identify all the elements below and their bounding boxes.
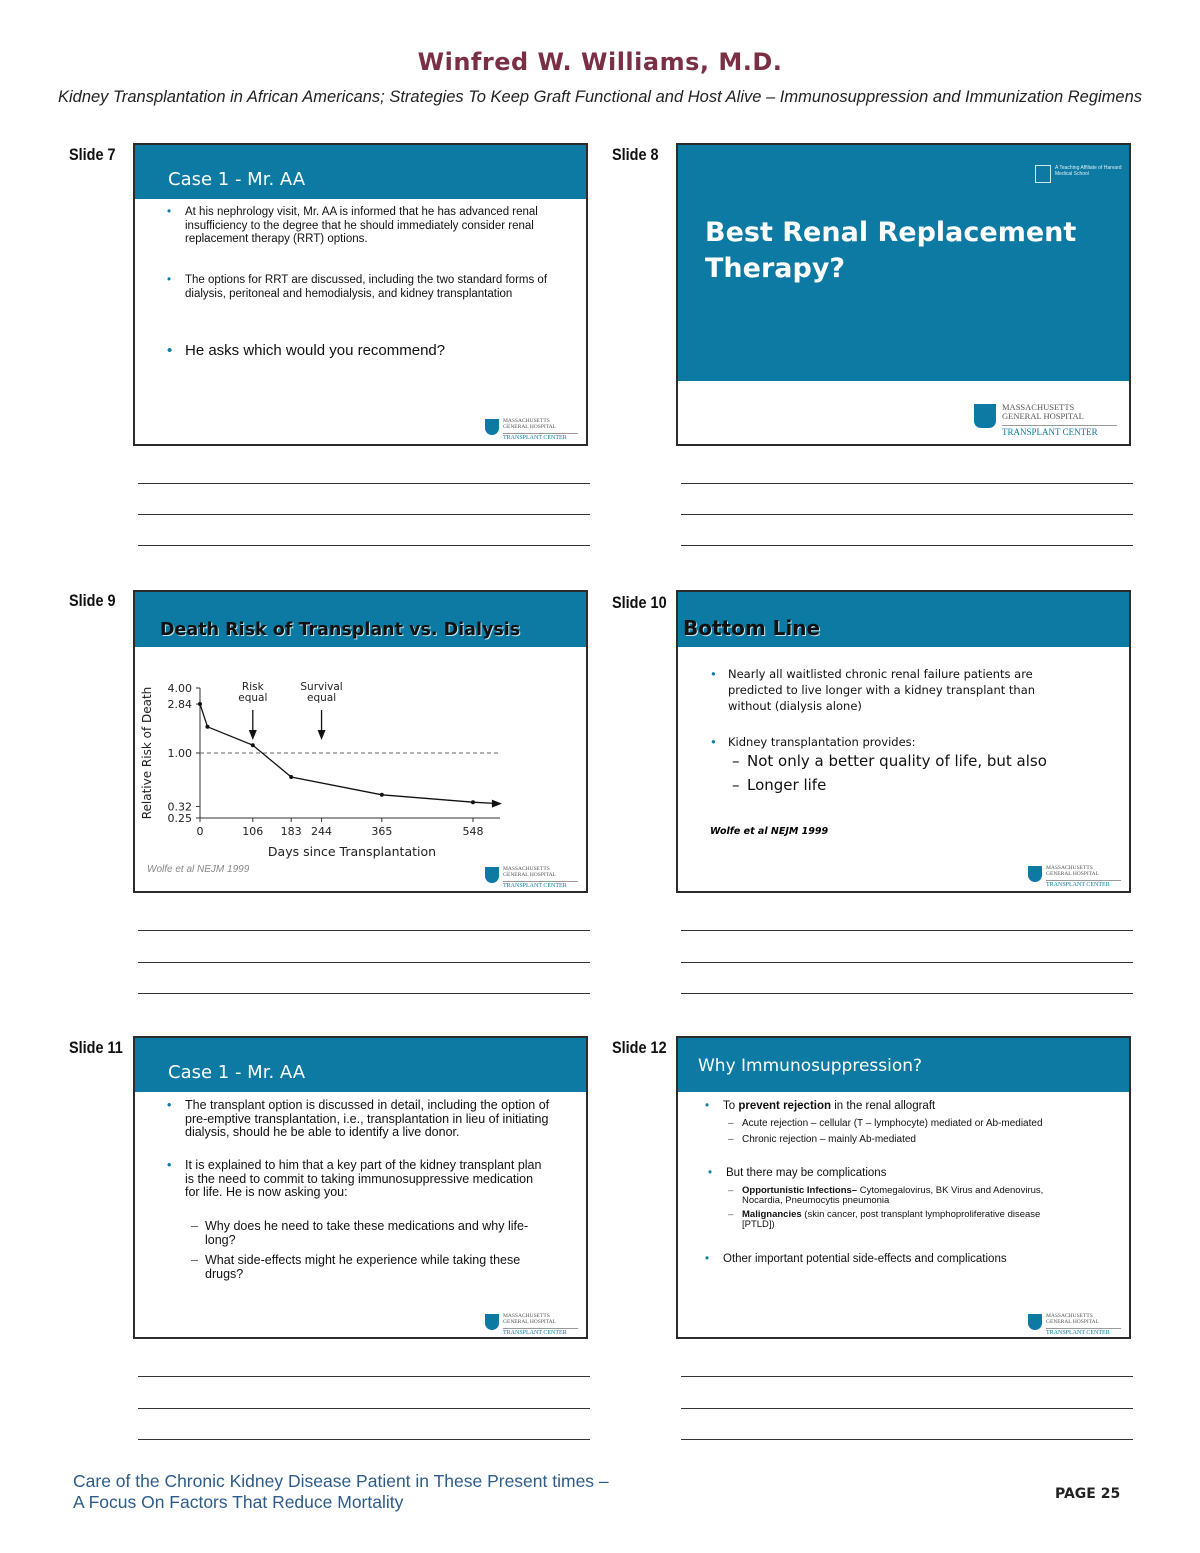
bullet: • At his nephrology visit, Mr. AA is informed that he has advanced renal insufficiency to the degree that he should immediately consider renal replacement therapy (RRT) options. xyxy=(167,206,538,245)
note-line xyxy=(681,1408,1133,1409)
data-point xyxy=(251,743,255,747)
y-tick-label: 4.00 xyxy=(167,682,192,695)
y-tick-label: 1.00 xyxy=(167,747,192,760)
footer-text: Care of the Chronic Kidney Disease Patient in These Present times – A Focus On Factors That Reduce Mortality xyxy=(73,1471,609,1512)
note-line xyxy=(138,962,590,963)
x-tick-label: 244 xyxy=(311,825,333,838)
sub-bullet: – Longer life xyxy=(732,776,827,794)
slide-title: Death Risk of Transplant vs. Dialysis xyxy=(160,620,521,640)
data-point xyxy=(380,793,384,797)
sub-bullet: – Not only a better quality of life, but also xyxy=(732,752,1047,770)
shield-icon xyxy=(485,419,499,435)
slide-11 xyxy=(133,1036,588,1339)
note-line xyxy=(138,483,590,484)
note-line xyxy=(138,514,590,515)
bullet-icon: • xyxy=(710,667,717,681)
slide-label: Slide 11 xyxy=(69,1038,123,1057)
shield-icon xyxy=(485,1314,499,1330)
slide-title: Bottom Line xyxy=(683,616,821,640)
risk-chart xyxy=(135,648,588,880)
shield-icon xyxy=(1028,866,1042,882)
bullet: • The options for RRT are discussed, including the two standard forms of dialysis, peritoneal and hemodialysis, and kidney transplantation xyxy=(167,274,548,300)
mgh-logo: MASSACHUSETTS GENERAL HOSPITAL TRANSPLANT CENTER xyxy=(1028,1313,1123,1337)
note-line xyxy=(138,1439,590,1440)
shield-icon xyxy=(485,867,499,883)
author-name: Winfred W. Williams, M.D. xyxy=(417,48,783,76)
bullet-icon: • xyxy=(705,1253,710,1265)
series-arrow xyxy=(492,800,502,808)
annotation-label: Risk xyxy=(241,681,264,693)
series-line xyxy=(200,704,499,804)
sub-bullet: – Chronic rejection – mainly Ab-mediated xyxy=(728,1134,916,1145)
note-line xyxy=(138,993,590,994)
sub-bullet: – Opportunistic Infections– Cytomegalovirus, BK Virus and Adenovirus, Nocardia, Pneumocytis pneumonia xyxy=(728,1185,1044,1206)
shield-icon xyxy=(974,404,996,428)
note-line xyxy=(681,1439,1133,1440)
y-tick-label: 0.32 xyxy=(167,800,192,814)
bullet-icon: • xyxy=(710,735,717,749)
mgh-logo: MASSACHUSETTS GENERAL HOSPITAL TRANSPLANT CENTER xyxy=(1028,865,1123,889)
bullet: • To prevent rejection in the renal allograft xyxy=(705,1100,936,1112)
citation: Wolfe et al NEJM 1999 xyxy=(710,826,829,837)
sub-bullet: – What side-effects might he experience while taking these drugs? xyxy=(191,1253,521,1281)
slide-7 xyxy=(133,143,588,446)
x-tick-label: 106 xyxy=(242,825,264,838)
x-tick-label: 365 xyxy=(371,825,393,838)
note-line xyxy=(681,483,1133,484)
slide-label: Slide 8 xyxy=(612,145,659,164)
annotation-arrowhead xyxy=(249,730,257,740)
data-point xyxy=(198,702,202,706)
note-line xyxy=(138,545,590,546)
note-line xyxy=(681,545,1133,546)
bullet-icon: • xyxy=(167,274,172,286)
shield-icon xyxy=(1028,1314,1042,1330)
sub-bullet: – Acute rejection – cellular (T – lymphocyte) mediated or Ab-mediated xyxy=(728,1118,1043,1129)
affiliate-text: A Teaching Affiliate of Harvard Medical School xyxy=(1055,165,1122,177)
x-tick-label: 183 xyxy=(280,825,302,838)
bullet-icon: • xyxy=(705,1100,710,1112)
note-line xyxy=(681,514,1133,515)
bullet: • But there may be complications xyxy=(708,1167,887,1179)
annotation-label: equal xyxy=(306,692,337,704)
bullet: • Kidney transplantation provides: xyxy=(710,735,916,749)
mgh-logo: MASSACHUSETTS GENERAL HOSPITAL TRANSPLANT CENTER xyxy=(485,866,580,890)
slide-label: Slide 10 xyxy=(612,593,667,612)
mgh-logo: MASSACHUSETTS GENERAL HOSPITAL TRANSPLANT CENTER xyxy=(485,418,580,442)
bullet-icon: • xyxy=(167,1158,172,1172)
y-tick-label: 2.84 xyxy=(167,698,192,712)
sub-bullet: – Why does he need to take these medications and why life-long? xyxy=(191,1219,529,1247)
bullet: • Other important potential side-effects and complications xyxy=(705,1253,1007,1265)
slide-10 xyxy=(676,590,1131,893)
slide-label: Slide 7 xyxy=(69,145,116,164)
slide-label: Slide 12 xyxy=(612,1038,667,1057)
slide-12 xyxy=(676,1036,1131,1339)
note-line xyxy=(681,993,1133,994)
slide-9 xyxy=(133,590,588,893)
slide-title: Why Immunosuppression? xyxy=(698,1056,923,1076)
harvard-shield-icon xyxy=(1035,165,1051,183)
y-axis-label: Relative Risk of Death xyxy=(140,686,154,820)
note-line xyxy=(138,1376,590,1377)
note-line xyxy=(138,930,590,931)
x-axis-label: Days since Transplantation xyxy=(267,844,437,859)
bullet-icon: • xyxy=(167,342,173,359)
slide-title: Case 1 - Mr. AA xyxy=(168,169,306,190)
annotation-label: equal xyxy=(238,692,268,704)
note-line xyxy=(681,930,1133,931)
sub-bullet: – Malignancies (skin cancer, post transplant lymphoproliferative disease [PTLD]) xyxy=(728,1209,1041,1230)
note-line xyxy=(681,1376,1133,1377)
note-line xyxy=(138,1408,590,1409)
document-subtitle: Kidney Transplantation in African Americans; Strategies To Keep Graft Functional and Host Alive – Immunosuppression and Immunization Regimens xyxy=(57,88,1143,106)
bullet-icon: • xyxy=(167,1098,172,1112)
bullet: • Nearly all waitlisted chronic renal failure patients are predicted to live longer with a kidney transplant than without (dialysis alone) xyxy=(710,667,1036,713)
slide-8 xyxy=(676,143,1131,446)
note-line xyxy=(681,962,1133,963)
slide-label: Slide 9 xyxy=(69,591,116,610)
data-point xyxy=(289,775,293,779)
bullet-icon: • xyxy=(708,1167,713,1179)
data-point xyxy=(471,800,475,804)
mgh-logo: MASSACHUSETTS GENERAL HOSPITAL TRANSPLANT CENTER xyxy=(974,403,1124,435)
bullet: • The transplant option is discussed in detail, including the option of pre-emptive transplantation, i.e., transplantation in lieu of initiating dialysis, should he be able to identify a live donor. xyxy=(167,1098,550,1139)
annotation-arrowhead xyxy=(318,730,326,740)
mgh-logo: MASSACHUSETTS GENERAL HOSPITAL TRANSPLANT CENTER xyxy=(485,1313,580,1337)
data-point xyxy=(205,725,209,729)
citation: Wolfe et al NEJM 1999 xyxy=(147,864,250,875)
bullet-icon: • xyxy=(167,206,172,218)
slide-title: Best Renal Replacement Therapy? xyxy=(705,217,1077,284)
page-number: PAGE 25 xyxy=(1055,1486,1121,1502)
slide-title: Case 1 - Mr. AA xyxy=(168,1062,306,1083)
bullet: • He asks which would you recommend? xyxy=(167,342,446,359)
x-tick-label: 548 xyxy=(462,825,484,838)
x-tick-label: 0 xyxy=(196,825,204,838)
annotation-label: Survival xyxy=(300,681,343,693)
y-tick-label: 0.25 xyxy=(167,812,192,825)
bullet: • It is explained to him that a key part of the kidney transplant plan is the need to commit to taking immunosuppressive medication for life. He is now asking you: xyxy=(167,1158,542,1199)
